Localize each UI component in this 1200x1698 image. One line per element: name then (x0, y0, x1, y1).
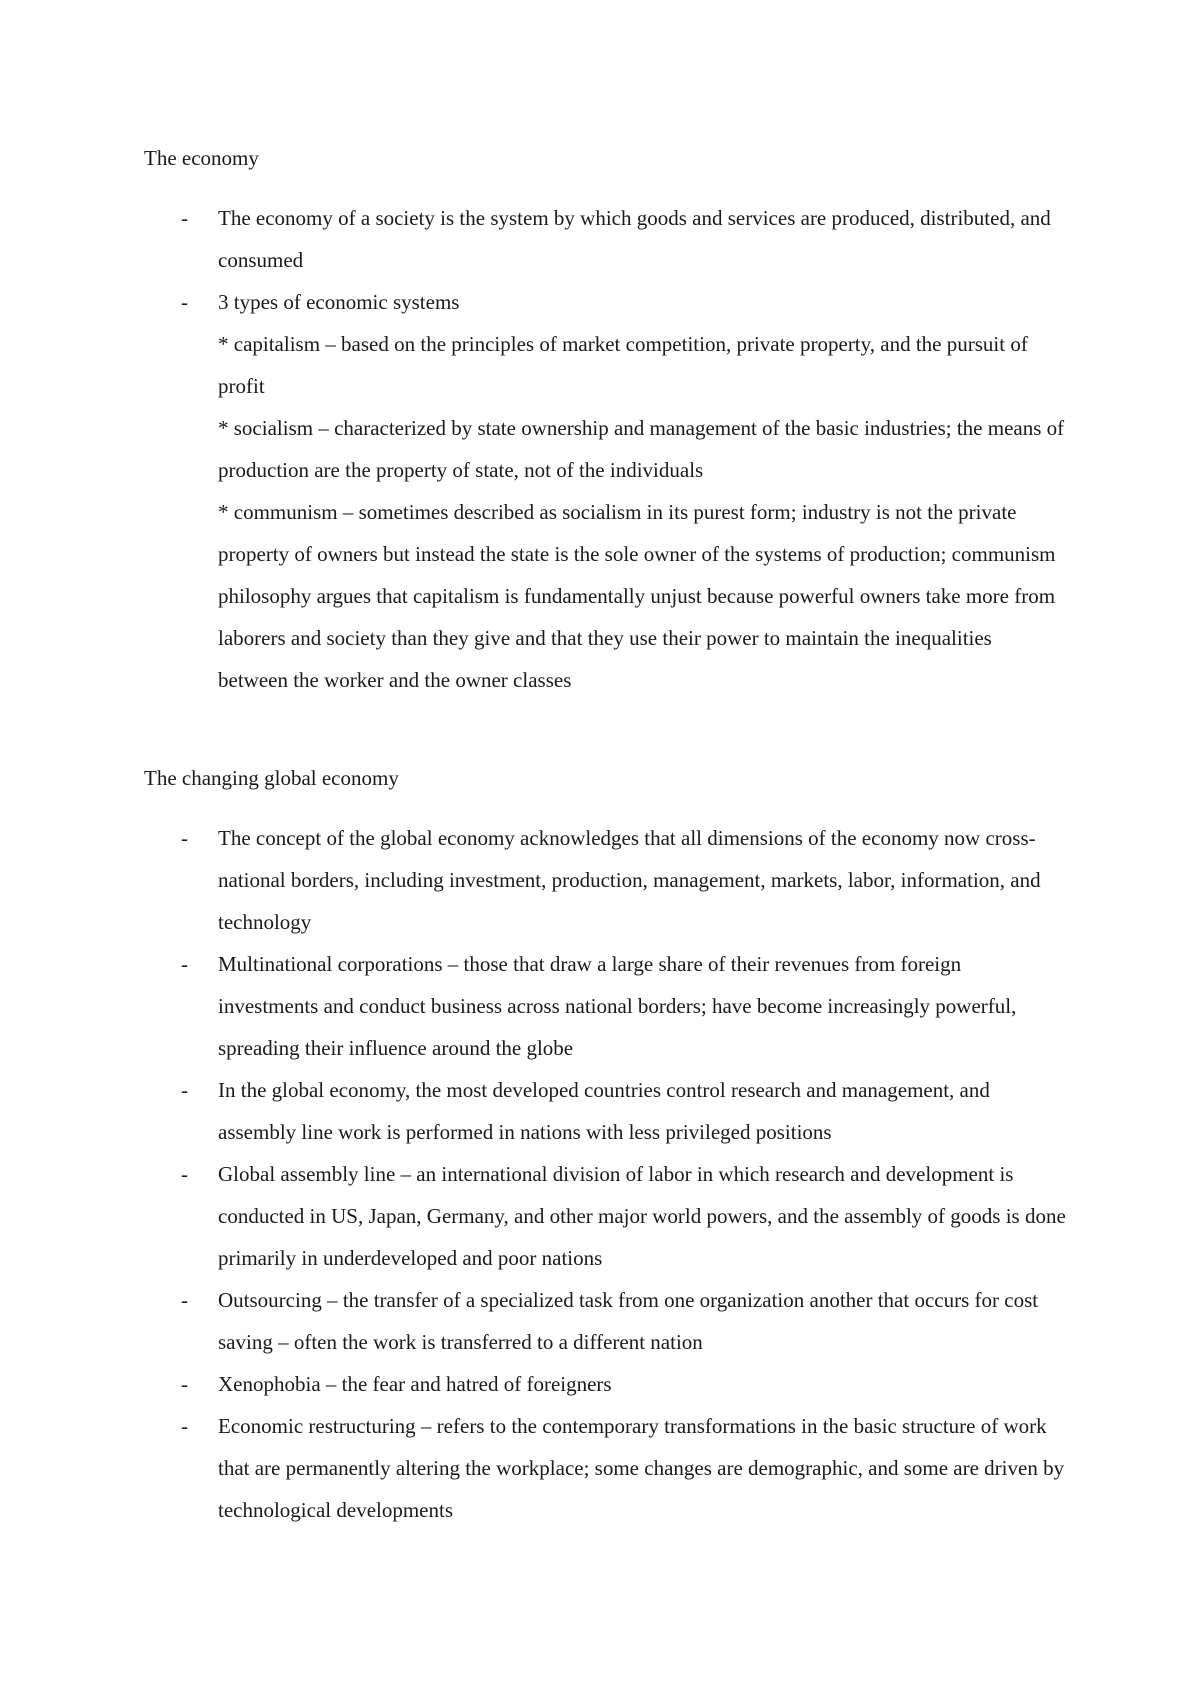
list-item-text: Economic restructuring – refers to the contemporary transformations in the basic structure of work that are permanently altering the workplace; some changes are demographic, and some are driven by technological developments (218, 1414, 1065, 1522)
list-item (0, 1069, 1200, 1153)
list-item-text: The concept of the global economy acknowledges that all dimensions of the economy now cross-national borders, including investment, production, management, markets, labor, information, and technology (218, 826, 1041, 934)
bullet-dash: - (181, 1288, 188, 1312)
bullet-dash: - (181, 1414, 188, 1438)
list-item-text: Xenophobia – the fear and hatred of foreigners (218, 1372, 612, 1396)
list-item-text: 3 types of economic systems (218, 290, 460, 314)
list-item (0, 1279, 1200, 1363)
list-item-text: Global assembly line – an international division of labor in which research and development is conducted in US, Japan, Germany, and other major world powers, and the assembly of goods is done primarily in underdeveloped and poor nations (218, 1162, 1066, 1270)
sub-item-text: * communism – sometimes described as socialism in its purest form; industry is not the private property of owners but instead the state is the sole owner of the systems of production; communism philosophy argues that capitalism is fundamentally unjust because powerful owners take more from laborers and society than they give and that they use their power to maintain the inequalities between the worker and the owner classes (218, 500, 1056, 692)
list-item-text: Multinational corporations – those that draw a large share of their revenues from foreign investments and conduct business across national borders; have become increasingly powerful, spreading their influence around the globe (218, 952, 1017, 1060)
list-item (0, 817, 1200, 943)
list-item (0, 281, 1200, 323)
list-item (0, 943, 1200, 1069)
list-item-text: Outsourcing – the transfer of a specialized task from one organization another that occurs for cost saving – often the work is transferred to a different nation (218, 1288, 1039, 1354)
list-item (0, 1405, 1200, 1531)
sub-item-capitalism (0, 323, 1200, 407)
list-item-text: In the global economy, the most developed countries control research and management, and assembly line work is performed in nations with less privileged positions (218, 1078, 990, 1144)
section-heading-economy: The economy (144, 146, 259, 170)
section-heading-global-economy: The changing global economy (144, 766, 399, 790)
global-economy-list (0, 817, 1200, 1531)
bullet-dash: - (181, 1372, 188, 1396)
list-item (0, 1153, 1200, 1279)
bullet-dash: - (181, 290, 188, 314)
sub-item-text: * socialism – characterized by state ownership and management of the basic industries; the means of production are the property of state, not of the individuals (218, 416, 1065, 482)
sub-item-socialism (0, 407, 1200, 491)
list-item-text: The economy of a society is the system by which goods and services are produced, distributed, and consumed (218, 206, 1051, 272)
economy-list (0, 197, 1200, 701)
bullet-dash: - (181, 952, 188, 976)
list-item (0, 197, 1200, 281)
list-item (0, 1363, 1200, 1405)
bullet-dash: - (181, 1078, 188, 1102)
sub-item-text: * capitalism – based on the principles of market competition, private property, and the pursuit of profit (218, 332, 1028, 398)
bullet-dash: - (181, 206, 188, 230)
bullet-dash: - (181, 1162, 188, 1186)
bullet-dash: - (181, 826, 188, 850)
sub-item-communism (0, 491, 1200, 701)
